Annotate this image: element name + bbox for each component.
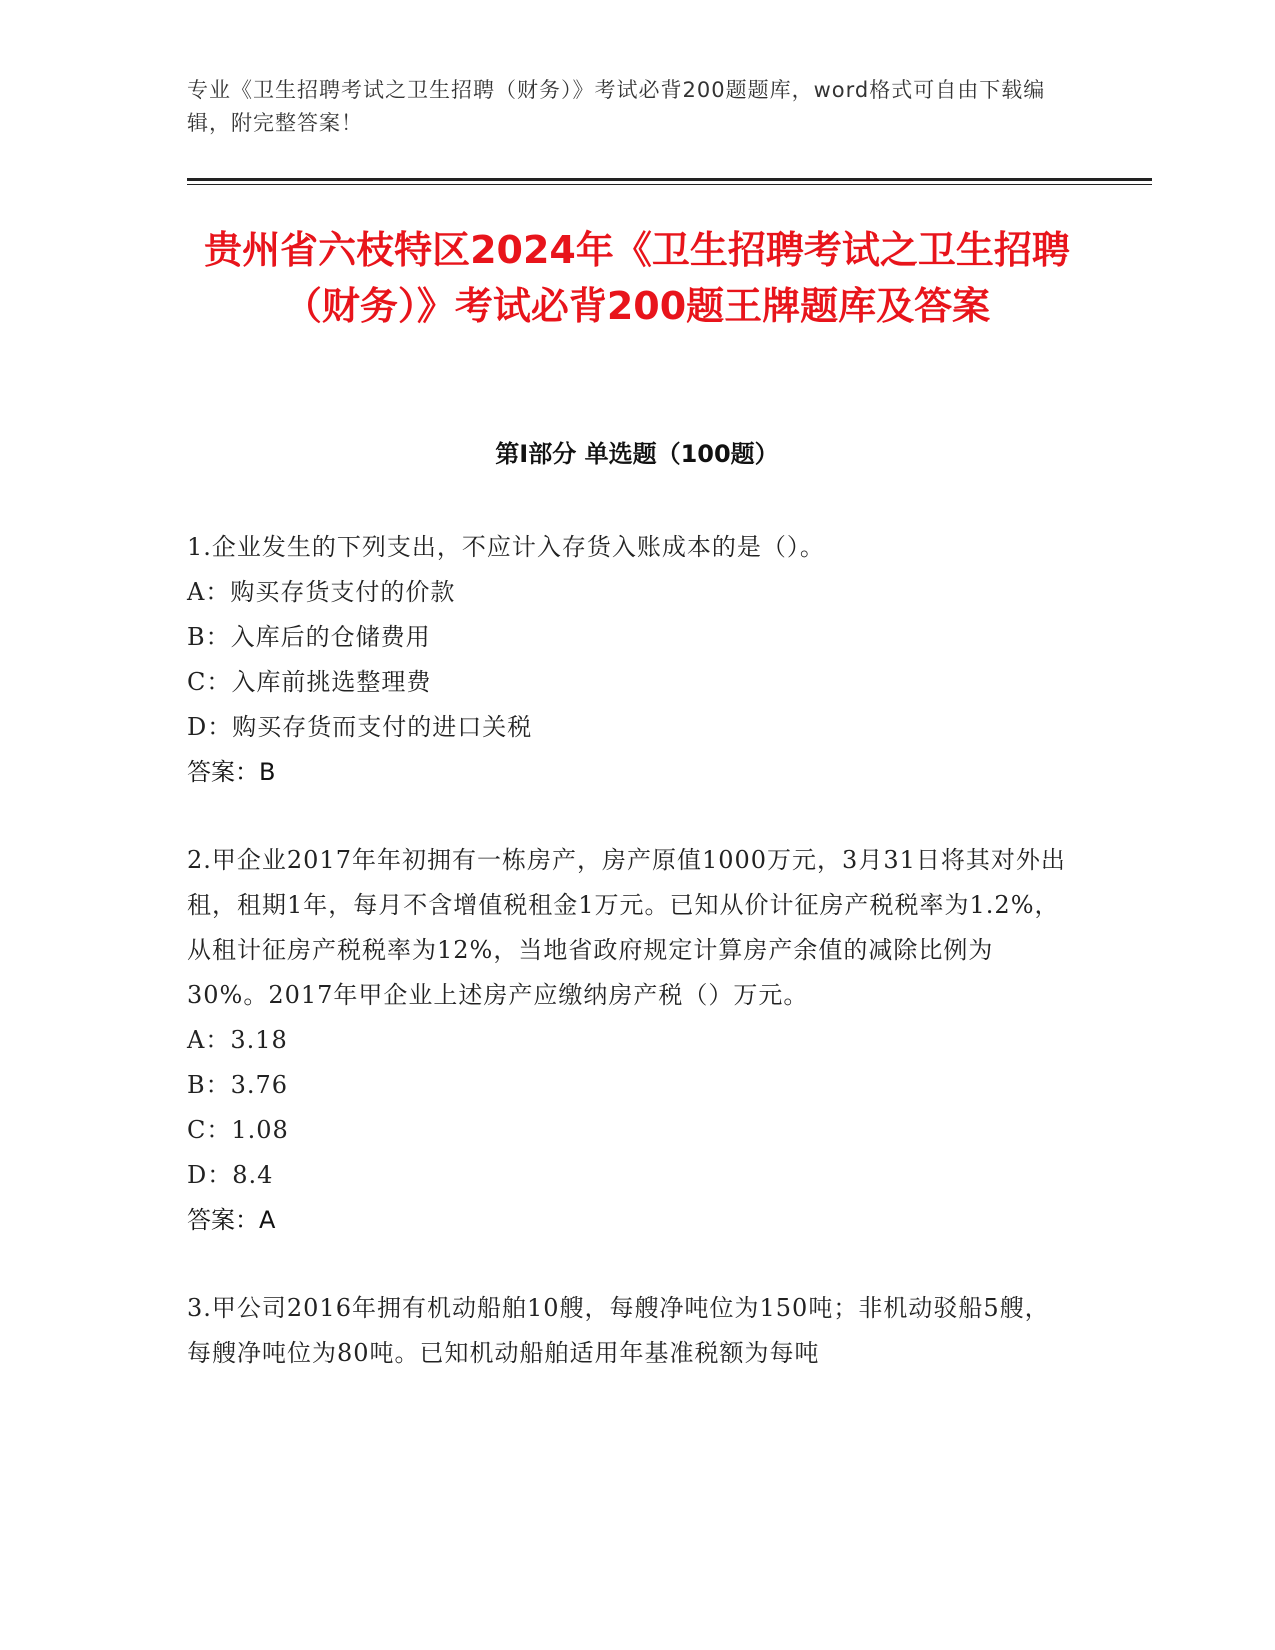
- option-a: A：购买存货支付的价款: [187, 578, 456, 606]
- option-b: B：3.76: [187, 1071, 289, 1099]
- question-stem: 3.甲公司2016年拥有机动船舶10艘，每艘净吨位为150吨；非机动驳船5艘，每艘净吨位为80吨。已知机动船舶适用年基准税额为每吨: [187, 1294, 1050, 1367]
- question-1: [187, 525, 1067, 795]
- question-list: [187, 525, 1067, 1419]
- option-c: C：入库前挑选整理费: [187, 668, 432, 696]
- option-b: B：入库后的仓储费用: [187, 623, 431, 651]
- section-heading: 第I部分 单选题（100题）: [495, 440, 779, 468]
- answer-line: 答案：A: [187, 1206, 276, 1234]
- option-d: D：8.4: [187, 1161, 274, 1189]
- header-divider-thin: [187, 184, 1152, 185]
- document-title: 贵州省六枝特区2024年《卫生招聘考试之卫生招聘（财务）》考试必背200题王牌题库及答案: [204, 228, 1070, 328]
- question-stem: 2.甲企业2017年年初拥有一栋房产，房产原值1000万元，3月31日将其对外出租，租期1年，每月不含增值税租金1万元。已知从价计征房产税税率为1.2%，从租计征房产税税率为12%，当地省政府规定计算房产余值的减除比例为30%。2017年甲企业上述房产应缴纳房产税（）万元。: [187, 846, 1066, 1009]
- answer-line: 答案：B: [187, 758, 276, 786]
- header-note: 专业《卫生招聘考试之卫生招聘（财务）》考试必背200题题库，word格式可自由下载编辑，附完整答案！: [187, 78, 1046, 135]
- header-divider: [187, 178, 1152, 181]
- question-3: [187, 1286, 1067, 1376]
- option-a: A：3.18: [187, 1026, 288, 1054]
- option-c: C：1.08: [187, 1116, 289, 1144]
- question-stem: 1.企业发生的下列支出，不应计入存货入账成本的是（）。: [187, 533, 825, 561]
- option-d: D：购买存货而支付的进口关税: [187, 713, 533, 741]
- question-2: [187, 838, 1067, 1243]
